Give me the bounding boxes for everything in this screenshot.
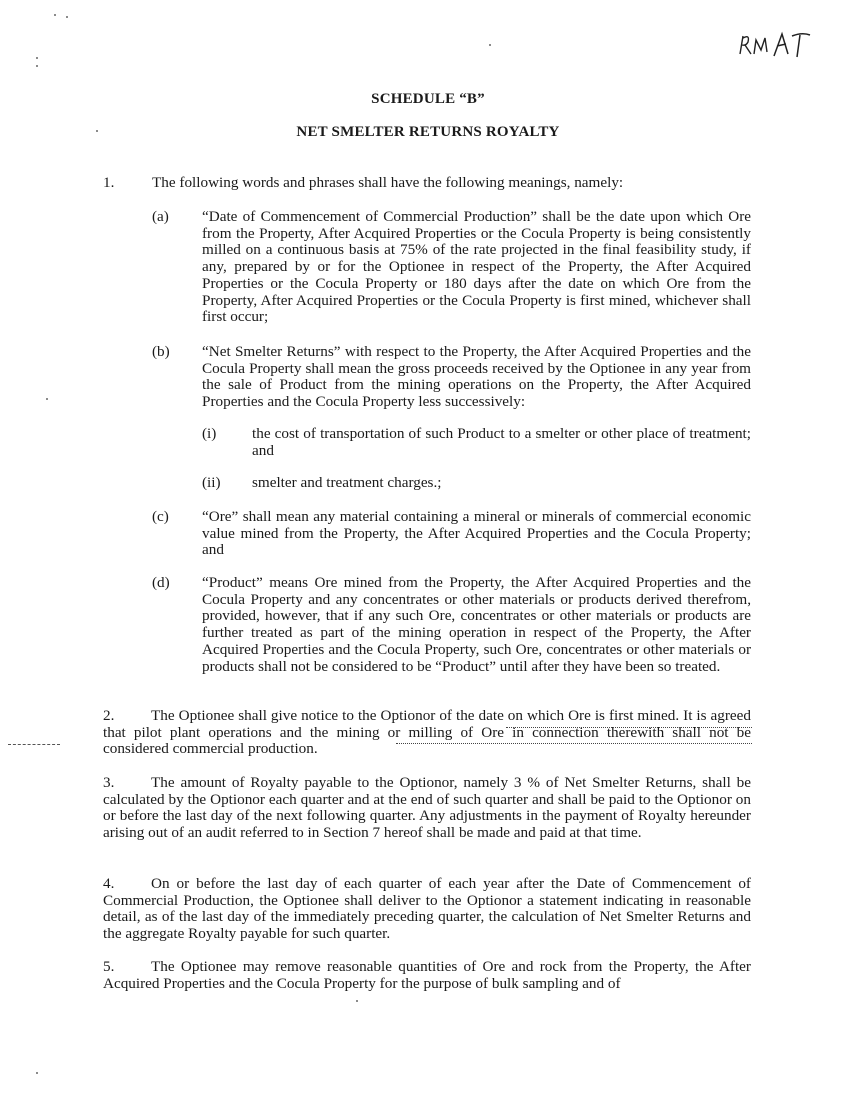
definition-ore: “Ore” shall mean any material containing a mineral or minerals of commercial economic value mined from the Property, the After Acquired Properties and the Cocula Property; and <box>202 508 751 559</box>
item-label: (d) <box>152 574 170 591</box>
paragraph-number: 3. <box>103 774 115 791</box>
item-label: (a) <box>152 208 169 225</box>
item-label: (b) <box>152 343 170 360</box>
paragraph-number: 2. <box>103 707 115 724</box>
subitem-label: (ii) <box>202 474 221 491</box>
definition-product: “Product” means Ore mined from the Property, the After Acquired Properties and the Cocula Property and any concentrates or other materials or products derived therefrom, provided, however, that if any such Ore, concentrates or other materials or products are further treated as part of the mining operation in respect of the Property, the After Acquired Properties and the Cocula Property, such Ore, concentrates or other materials or products shall not be considered to be “Product” until after they have been so treated. <box>202 574 751 675</box>
paragraph-statement: On or before the last day of each quarter of each year after the Date of Commencement of Commercial Production, the Optionee shall deliver to the Optionor a statement indicating in reasonable detail, as of the last day of the immediately preceding quarter, the calculation of Net Smelter Returns and the aggregate Royalty payable for such quarter. <box>103 875 751 943</box>
paragraph-bulk-sampling: The Optionee may remove reasonable quantities of Ore and rock from the Property, the After Acquired Properties and the Cocula Property for the purpose of bulk sampling and of <box>103 958 751 992</box>
definition-commencement: “Date of Commencement of Commercial Production” shall be the date upon which Ore from the Property, After Acquired Properties or the Cocula Property is being consistently milled on a continuous basis at 75% of the rate projected in the final feasibility study, if any, prepared by or for the Optionee in respect of the Property, the After Acquired Properties or the Cocula Property or 180 days after the date on which Ore from the Property, After Acquired Properties or the Cocula Property is first mined, whichever shall first occur; <box>202 208 751 326</box>
subitem-label: (i) <box>202 425 217 442</box>
definition-net-smelter-returns: “Net Smelter Returns” with respect to the Property, the After Acquired Properties and the Cocula Property shall mean the gross proceeds received by the Optionee in any year from the sale of Product from the mining operations on the Property, the After Acquired Properties and the Cocula Property less successively: <box>202 343 751 411</box>
handwritten-initials <box>736 24 828 64</box>
paragraph-number: 4. <box>103 875 115 892</box>
paragraph-royalty-amount: The amount of Royalty payable to the Optionor, namely 3 % of Net Smelter Returns, shall be calculated by the Optionor each quarter and at the end of such quarter and shall be paid to the Optionor on or before the last day of the next following quarter. Any adjustments in the payment of Royalty hereunder arising out of an audit referred to in Section 7 hereof shall be made and paid at that time. <box>103 774 751 842</box>
section-intro: The following words and phrases shall have the following meanings, namely: <box>152 174 624 191</box>
subitem-transportation: the cost of transportation of such Product to a smelter or other place of treatment; and <box>252 425 751 459</box>
paragraph-number: 5. <box>103 958 115 975</box>
item-label: (c) <box>152 508 169 525</box>
subitem-smelter-charges: smelter and treatment charges.; <box>252 474 442 491</box>
schedule-subtitle: NET SMELTER RETURNS ROYALTY <box>296 124 560 140</box>
section-number: 1. <box>103 174 115 191</box>
schedule-title: SCHEDULE “B” <box>371 91 485 107</box>
paragraph-notice: The Optionee shall give notice to the Optionor of the date on which Ore is first mined. It is agreed that pilot plant operations and the mining or milling of Ore in connection therewith shall not be considered commercial production. <box>103 707 751 758</box>
